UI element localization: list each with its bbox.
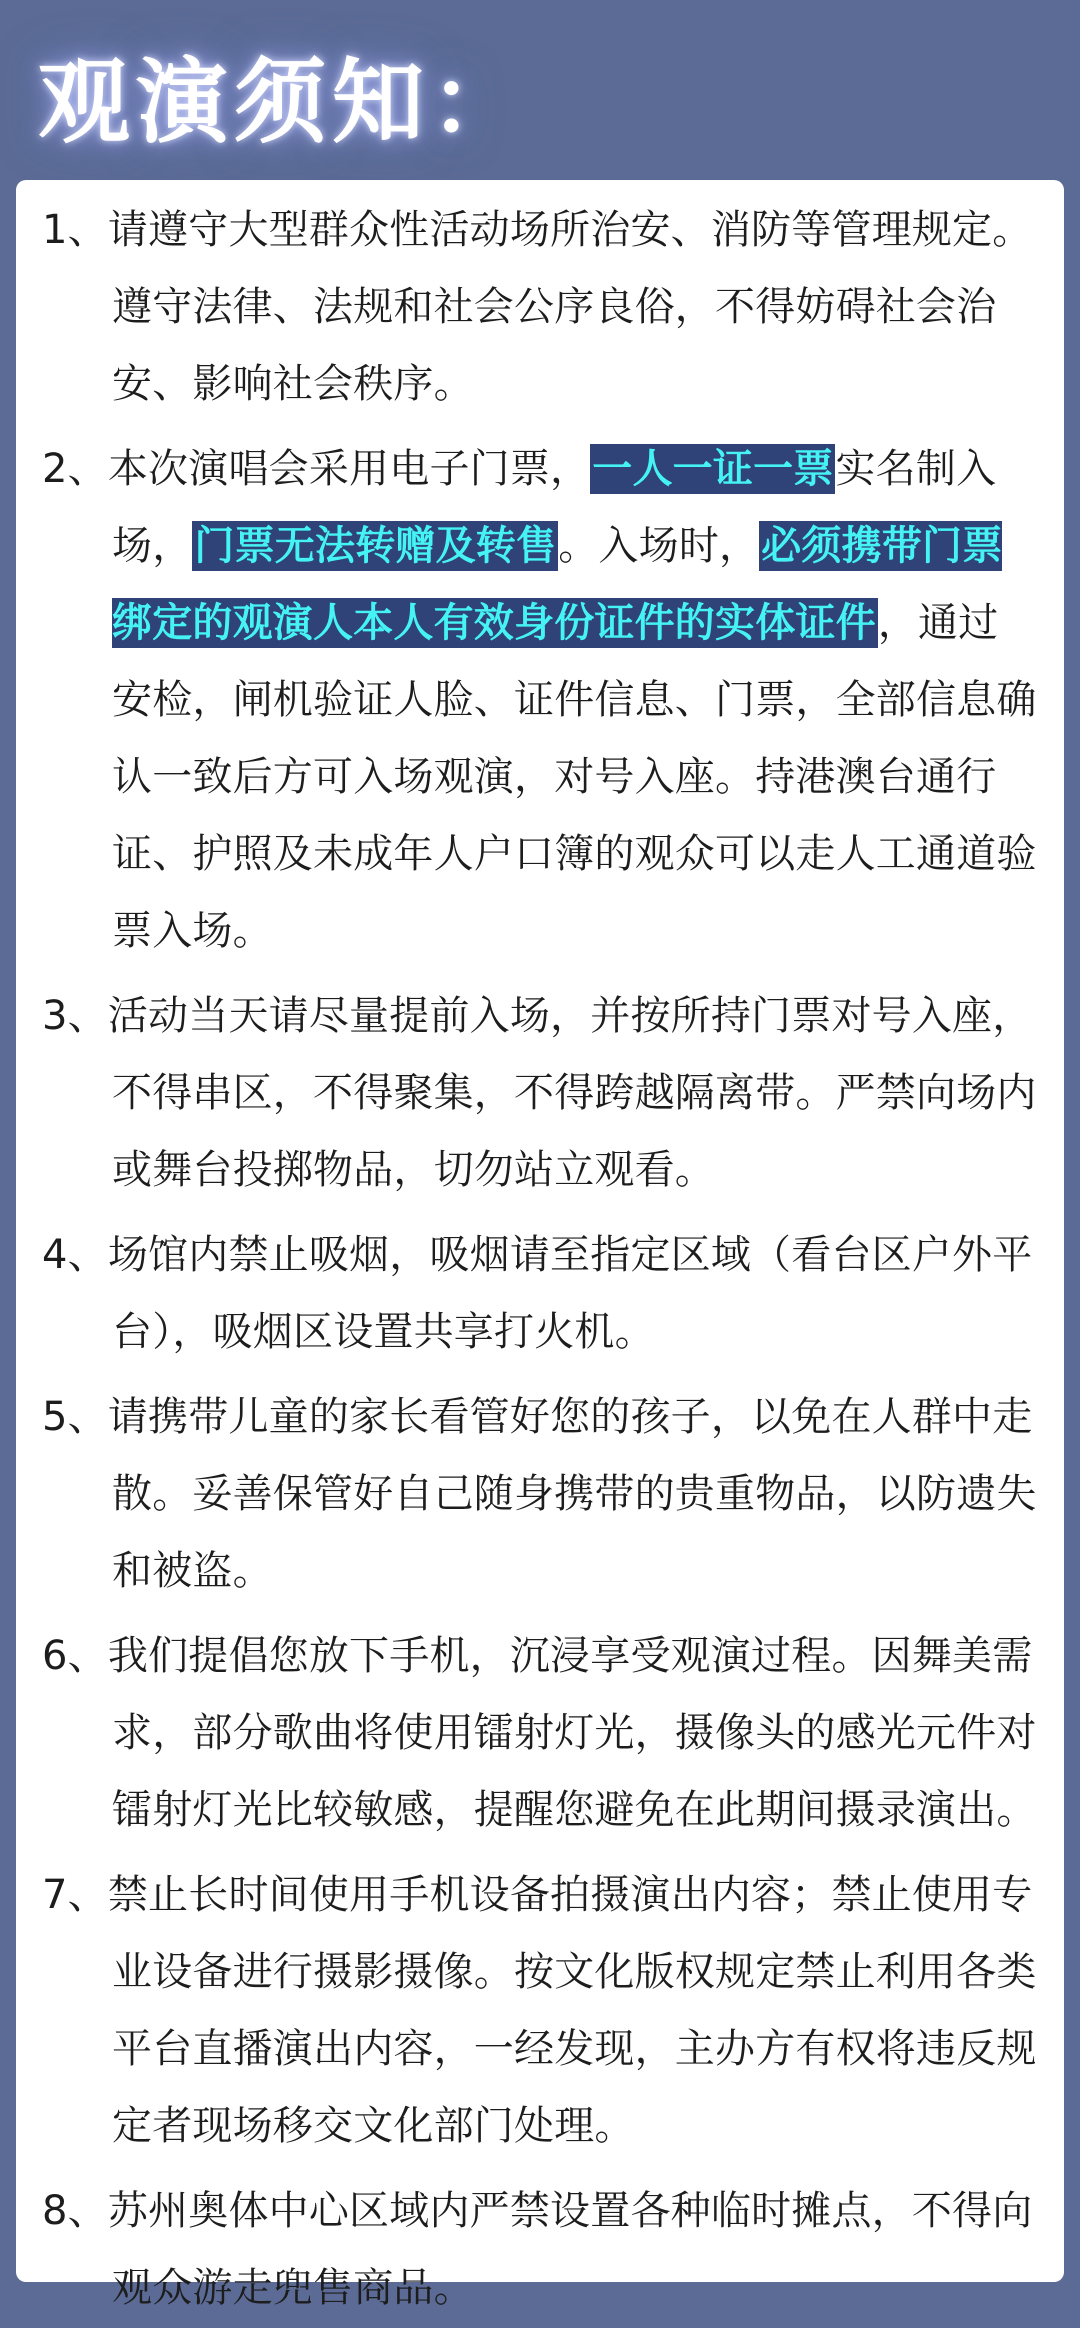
notice-item xyxy=(42,1217,1038,1371)
highlighted-text: 门票无法转赠及转售 xyxy=(194,523,557,569)
notice-text: 禁止长时间使用手机设备拍摄演出内容；禁止使用专业设备进行摄影摄像。按文化版权规定禁止利用各类平台直播演出内容，一经发现，主办方有权将违反规定者现场移交文化部门处理。 xyxy=(107,1872,1037,2149)
notice-item-number: 2、 xyxy=(42,446,108,492)
notice-item xyxy=(42,192,1038,423)
notice-item-number: 7、 xyxy=(42,1872,108,1918)
notice-item xyxy=(42,2173,1038,2327)
notice-text: ，通过安检，闸机验证人脸、证件信息、门票，全部信息确认一致后方可入场观演，对号入座。持港澳台通行证、护照及未成年人户口簿的观众可以走人工通道验票入场。 xyxy=(112,600,1037,954)
notice-item xyxy=(42,1618,1038,1849)
notice-text: 请携带儿童的家长看管好您的孩子，以免在人群中走散。妥善保管好自己随身携带的贵重物品，以防遗失和被盗。 xyxy=(107,1394,1037,1594)
highlighted-text: 必须携带门票绑定的观演人本人有效身份证件的实体证件 xyxy=(112,523,1003,646)
notice-item-number: 6、 xyxy=(42,1633,108,1679)
notice-item xyxy=(42,1379,1038,1610)
notice-text: 。入场时， xyxy=(558,523,760,569)
notice-item-number: 8、 xyxy=(42,2188,108,2234)
notice-card xyxy=(16,180,1064,2311)
notice-text: 实名制入场， xyxy=(112,446,997,569)
notice-list xyxy=(42,192,1038,2327)
notice-item-number: 1、 xyxy=(42,207,108,253)
notice-item xyxy=(42,431,1038,970)
notice-text: 活动当天请尽量提前入场，并按所持门票对号入座，不得串区，不得聚集，不得跨越隔离带。严禁向场内或舞台投掷物品，切勿站立观看。 xyxy=(107,993,1037,1193)
page-title: 观演须知： xyxy=(38,49,529,156)
notice-text: 我们提倡您放下手机，沉浸享受观演过程。因舞美需求，部分歌曲将使用镭射灯光，摄像头的感光元件对镭射灯光比较敏感，提醒您避免在此期间摄录演出。 xyxy=(107,1633,1037,1833)
notice-text: 场馆内禁止吸烟，吸烟请至指定区域（看台区户外平台），吸烟区设置共享打火机。 xyxy=(107,1232,1033,1355)
notice-item-number: 5、 xyxy=(42,1394,108,1440)
notice-item xyxy=(42,1857,1038,2165)
notice-text: 本次演唱会采用电子门票， xyxy=(107,446,591,492)
notice-text: 请遵守大型群众性活动场所治安、消防等管理规定。遵守法律、法规和社会公序良俗，不得妨碍社会治安、影响社会秩序。 xyxy=(107,207,1033,407)
notice-text: 苏州奥体中心区域内严禁设置各种临时摊点，不得向观众游走兜售商品。 xyxy=(107,2188,1033,2311)
notice-item-number: 3、 xyxy=(42,993,108,1039)
notice-item-number: 4、 xyxy=(42,1232,108,1278)
notice-item xyxy=(42,978,1038,1209)
highlighted-text: 一人一证一票 xyxy=(592,446,834,492)
